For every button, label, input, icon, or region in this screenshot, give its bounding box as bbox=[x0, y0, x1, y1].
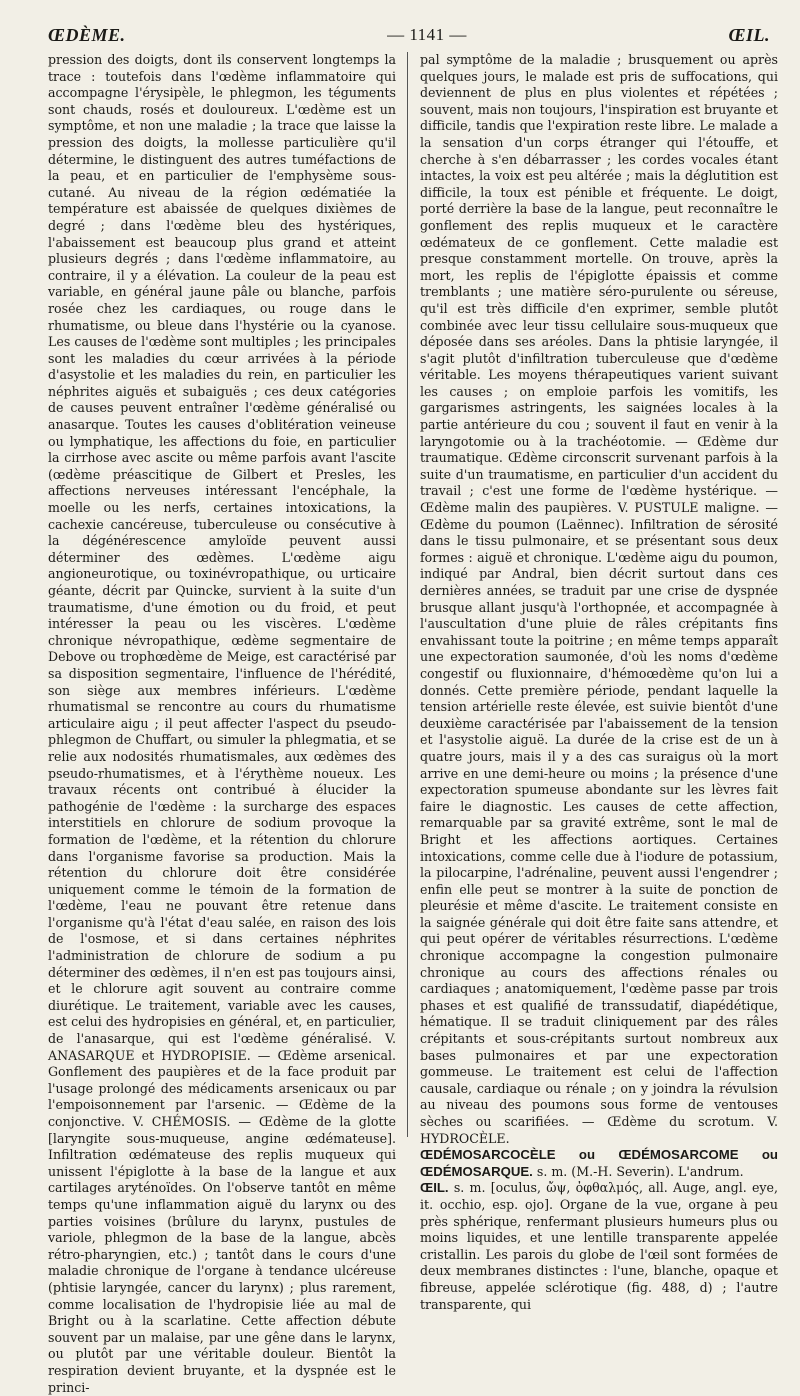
entry-oeil bbox=[420, 1180, 778, 1313]
entry-oedemosarcocele-headword: ŒDÉMOSARCOCÈLE ou ŒDÉMOSARCOME ou ŒDÉMOSARQUE. bbox=[420, 1147, 778, 1179]
left-column bbox=[48, 52, 396, 1395]
entry-oedemosarcocele-text: s. m. (M.-H. Severin). L'andrum. bbox=[536, 1163, 744, 1179]
entry-oeil-headword: ŒIL. bbox=[420, 1180, 449, 1196]
running-header bbox=[48, 22, 770, 48]
left-column-text: pression des doigts, dont ils conservent longtemps la trace : toutefois dans l'œdème inflammatoire qui accompagne l'érysipèle, le phlegmon, les téguments sont chauds, rosés et douloureux. L'œdème est un symptôme, et non une maladie ; la trace que laisse la pression des doigts, la mollesse particulière qu'il détermine, le distinguent des autres tuméfactions de la peau, et en particulier de l'emphysème sous-cutané. Au niveau de la région œdématiée la température est abaissée de quelques dixièmes de degré ; dans l'œdème bleu des hystériques, l'abaissement est beaucoup plus grand et atteint plusieurs degrés ; dans l'œdème inflammatoire, au contraire, il y a élévation. La couleur de la peau est variable, en général jaune pâle ou blanche, parfois rosée chez les cardiaques, ou rouge dans le rhumatisme, ou bleue dans l'hystérie ou la cyanose. Les causes de l'œdème sont multiples ; les principales sont les maladies du cœur arrivées à la période d'asystolie et les maladies du rein, en particulier les néphrites aiguës et subaiguës ; ces deux catégories de causes peuvent entraîner l'œdème généralisé ou anasarque. Toutes les causes d'oblitération veineuse ou lymphatique, les affections du foie, en particulier la cirrhose avec ascite ou même parfois avant l'ascite (œdème préascitique de Gilbert et Presles, les affections nerveuses intéressant l'encéphale, la moelle ou les nerfs, certaines intoxications, la cachexie cancéreuse, tuberculeuse ou consécutive à la dégénérescence amyloïde peuvent aussi déterminer des œdèmes. L'œdème aigu angioneurotique, ou toxinévropathique, ou urticaire géante, décrit par Quincke, survient à la suite d'un traumatisme, d'une émotion ou du froid, et peut intéresser la peau ou les viscères. L'œdème chronique névropathique, œdème segmentaire de Debove ou trophœdème de Meige, est caractérisé par sa disposition segmentaire, l'influence de l'hérédité, son siège aux membres inférieurs. L'œdème rhumatismal se rencontre au cours du rhumatisme articulaire aigu ; il peut affecter l'aspect du pseudo-phlegmon de Chuffart, ou simuler la phlegmatia, et se relie aux nodosités rhumatismales, aux œdèmes des pseudo-rhumatismes, et à l'érythème noueux. Les travaux récents ont contribué à élucider la pathogénie de l'œdème : la surcharge des espaces interstitiels en chlorure de sodium provoque la formation de l'œdème, et la rétention du chlorure dans l'organisme favorise sa production. Mais la rétention du chlorure doit être considérée uniquement comme le témoin de la formation de l'œdème, l'eau ne pouvant être retenue dans l'organisme qu'à l'état d'eau salée, en raison des lois de l'osmose, et si dans certaines néphrites l'administration de chlorure de sodium a pu déterminer des œdèmes, il n'en est pas toujours ainsi, et le chlorure agit souvent au contraire comme diurétique. Le traitement, variable avec les causes, est celui des hydropisies en général, et, en particulier, de l'anasarque, qui est l'œdème généralisé. V. ANASARQUE et HYDROPISIE. — Œdème arsenical. Gonflement des paupières et de la face produit par l'usage prolongé des médicaments arsenicaux ou par l'empoisonnement par l'arsenic. — Œdème de la conjonctive. V. CHÉMOSIS. — Œdème de la glotte [laryngite sous-muqueuse, angine œdémateuse]. Infiltration œdémateuse des replis muqueux qui unissent l'épiglotte à la base de la langue et aux cartilages aryténoïdes. On l'observe tantôt en même temps qu'une inflammation aiguë du larynx ou des parties voisines (brûlure du larynx, pustules de variole, phlegmon de la base de la langue, abcès rétro-pharyngien, etc.) ; tantôt dans le cours d'une maladie chronique de l'organe à tendance ulcéreuse (phtisie laryngée, cancer du larynx) ; plus rarement, comme localisation de l'hydropisie liée au mal de Bright ou à la scarlatine. Cette affection débute souvent par un malaise, par une gêne dans le larynx, ou plutôt par une véritable douleur. Bientôt la respiration devient bruyante, et la dyspnée est le princi- bbox=[48, 52, 396, 1395]
right-column bbox=[420, 52, 778, 1312]
page-number: — 1141 — bbox=[387, 25, 467, 44]
header-right-word: ŒIL. bbox=[728, 24, 770, 45]
entry-oeil-text: s. m. [oculus, ὤψ, ὀφθαλμός, all. Auge, angl. eye, it. occhio, esp. ojo]. Organe de la vue, organe à peu près sphérique, renfermant plusieurs humeurs plus ou moins liquides, et une lentille transparente appelée cristallin. Les parois du globe de l'œil sont formées de deux membranes distinctes : l'une, blanche, opaque et fibreuse, appelée sclérotique (fig. 488, d) ; l'autre transparente, qui bbox=[420, 1180, 778, 1312]
header-left-word: ŒDÈME. bbox=[48, 24, 126, 45]
entry-oedemosarcocele bbox=[420, 1147, 778, 1180]
column-divider bbox=[407, 52, 408, 1137]
right-column-text: pal symptôme de la maladie ; brusquement ou après quelques jours, le malade est pris de suffocations, qui deviennent de plus en plus violentes et répétées ; souvent, mais non toujours, l'inspiration est bruyante et difficile, tandis que l'expiration reste libre. Le malade a la sensation d'un corps étranger qui l'étouffe, et cherche à s'en débarrasser ; les cordes vocales étant intactes, la voix est peu altérée ; mais la déglutition est difficile, la toux est pénible et fréquente. Le doigt, porté derrière la base de la langue, peut reconnaître le gonflement des replis muqueux et le caractère œdémateux de ce gonflement. Cette maladie est presque constamment mortelle. On trouve, après la mort, les replis de l'épiglotte épaissis et comme tremblants ; une matière séro-purulente ou séreuse, qu'il est très difficile d'en exprimer, semble plutôt combinée avec leur tissu cellulaire sous-muqueux que déposée dans ses aréoles. Dans la phtisie laryngée, il s'agit plutôt d'infiltration tuberculeuse que d'œdème véritable. Les moyens thérapeutiques varient suivant les causes ; on emploie parfois les vomitifs, les gargarismes astringents, les saignées locales à la partie antérieure du cou ; souvent il faut en venir à la laryngotomie ou à la trachéotomie. — Œdème dur traumatique. Œdème circonscrit survenant parfois à la suite d'un traumatisme, en particulier d'un accident du travail ; c'est une forme de l'œdème hystérique. — Œdème malin des paupières. V. PUSTULE maligne. — Œdème du poumon (Laënnec). Infiltration de sérosité dans le tissu pulmonaire, et se présentant sous deux formes : aiguë et chronique. L'œdème aigu du poumon, indiqué par Andral, bien décrit surtout dans ces dernières années, se traduit par une crise de dyspnée brusque allant jusqu'à l'orthopnée, et accompagnée à l'auscultation d'une pluie de râles crépitants fins envahissant toute la poitrine ; en même temps apparaît une expectoration saumonée, d'où les noms d'œdème congestif ou fluxionnaire, d'hémoœdème qu'on lui a donnés. Cette première période, pendant laquelle la tension artérielle reste élevée, est suivie bientôt d'une deuxième caractérisée par l'abaissement de la tension et l'asystolie aiguë. La durée de la crise est de un à quatre jours, mais il y a des cas suraigus où la mort arrive en une demi-heure ou moins ; la présence d'une expectoration spumeuse abondante sur les lèvres fait faire le diagnostic. Les causes de cette affection, remarquable par sa gravité extrême, sont le mal de Bright et les affections aortiques. Certaines intoxications, comme celle due à l'iodure de potassium, la pilocarpine, l'adrénaline, peuvent aussi l'engendrer ; enfin elle peut se montrer à la suite de ponction de pleurésie et même d'ascite. Le traitement consiste en la saignée générale qui doit être faite sans attendre, et qui peut opérer de véritables résurrections. L'œdème chronique accompagne la congestion pulmonaire chronique au cours des affections rénales ou cardiaques ; anatomiquement, l'œdème passe par trois phases et est qualifié de transsudatif, diapédétique, hématique. Il se traduit cliniquement par des râles crépitants et sous-crépitants surtout nombreux aux bases pulmonaires et par une expectoration gommeuse. Le traitement est celui de l'affection causale, cardiaque ou rénale ; on y joindra la révulsion au niveau des poumons sous forme de ventouses sèches ou scarifiées. — Œdème du scrotum. V. HYDROCÈLE. bbox=[420, 52, 778, 1146]
